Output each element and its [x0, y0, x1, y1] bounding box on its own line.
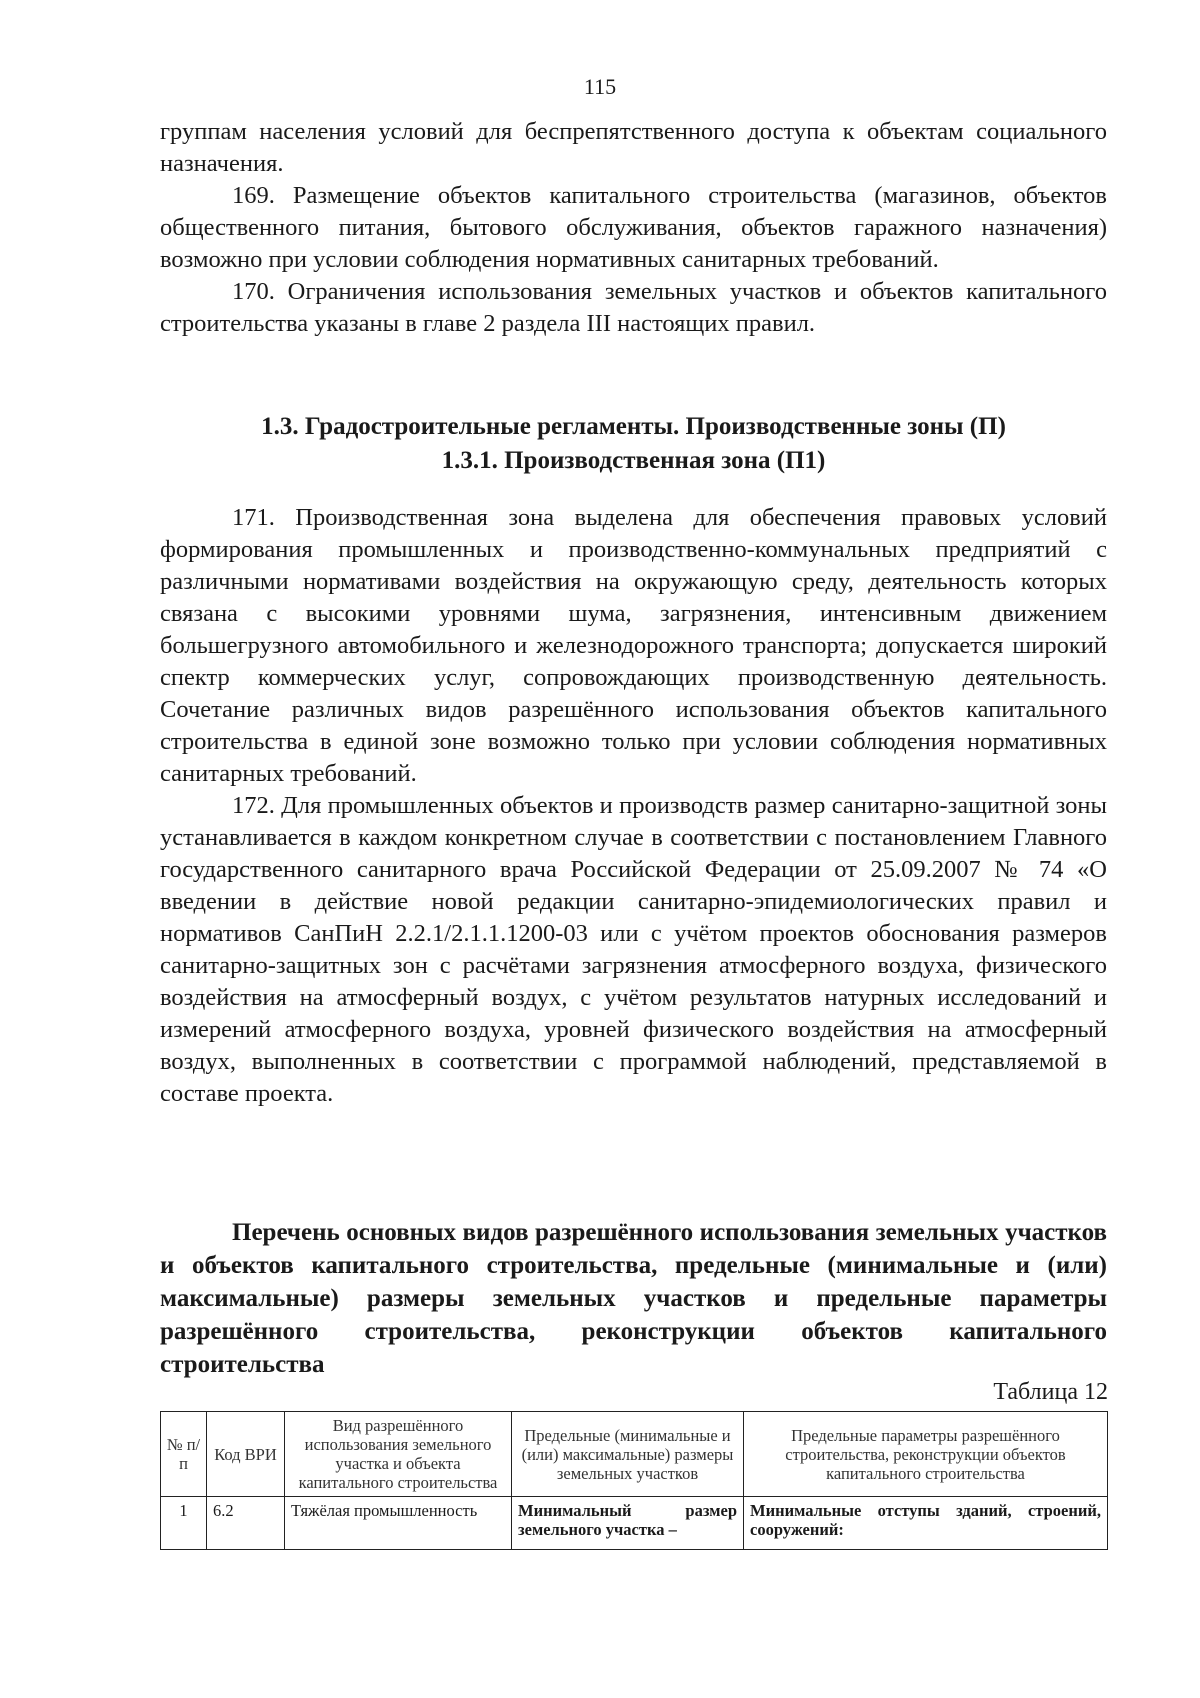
paragraph-172: 172. Для промышленных объектов и производств размер санитарно-защитной зоны устанавливается в каждом конкретном случае в соответствии с постановлением Главного государственного санитарного врача Российской Федерации от 25.09.2007 № 74 «О введении в действие новой редакции санитарно-эпидемиологических правил и нормативов СанПиН 2.2.1/2.1.1.1200-03 или с учётом проектов обоснования размеров санитарно-защитных зон с расчётами загрязнения атмосферного воздуха, физического воздействия на атмосферный воздух, с учётом результатов натурных исследований и измерений атмосферного воздуха, уровней физического воздействия на атмосферный воздух, выполненных в соответствии с программой наблюдений, представляемой в составе проекта.: [160, 792, 1107, 1107]
paragraph-170: 170. Ограничения использования земельных участков и объектов капитального строительства указаны в главе 2 раздела III настоящих правил.: [160, 278, 1107, 337]
paragraph-169: 169. Размещение объектов капитального строительства (магазинов, объектов общественного питания, бытового обслуживания, объектов гаражного назначения) возможно при условии соблюдения нормативных санитарных требований.: [160, 182, 1107, 273]
table-title: Перечень основных видов разрешённого использования земельных участков и объектов капитального строительства, предельные (минимальные и (или) максимальные) размеры земельных участков и предельные параметры разрешённого строительства, реконструкции объектов капитального строительства: [160, 1219, 1107, 1378]
paragraph-171: 171. Производственная зона выделена для обеспечения правовых условий формирования промышленных и производственно-коммунальных предприятий с различными нормативами воздействия на окружающую среду, деятельность которых связана с высокими уровнями шума, загрязнения, интенсивным движением большегрузного автомобильного и железнодорожного транспорта; допускается широкий спектр коммерческих услуг, сопровождающих производственную деятельность. Сочетание различных видов разрешённого использования объектов капитального строительства в единой зоне возможно только при условии соблюдения нормативных санитарных требований.: [160, 504, 1107, 787]
subsection-heading: 1.3.1. Производственная зона (П1): [441, 447, 826, 474]
cell-construction-params: Минимальные отступы зданий, строений, сооружений:: [744, 1497, 1108, 1550]
header-code: Код ВРИ: [207, 1412, 285, 1497]
cell-code: 6.2: [207, 1497, 285, 1550]
header-plot-size: Предельные (минимальные и (или) максимальные) размеры земельных участков: [512, 1412, 744, 1497]
paragraph-continuation: группам населения условий для беспрепятственного доступа к объектам социального назначения.: [160, 118, 1107, 177]
section-heading: 1.3. Градостроительные регламенты. Производственные зоны (П): [261, 413, 1006, 440]
cell-plot-size: Минимальный размер земельного участка –: [512, 1497, 744, 1550]
cell-use-type: Тяжёлая промышленность: [285, 1497, 512, 1550]
header-number: № п/п: [161, 1412, 207, 1497]
intro-text: [160, 116, 1107, 340]
parameters-table: [160, 1411, 1108, 1550]
page-number: 115: [583, 74, 617, 99]
cell-number: 1: [161, 1497, 207, 1550]
table-row: [161, 1497, 1108, 1550]
zone-text: [160, 502, 1107, 1110]
header-use-type: Вид разрешённого использования земельного участка и объекта капитального строительства: [285, 1412, 512, 1497]
table-caption: Таблица 12: [993, 1379, 1108, 1405]
table-header-row: [161, 1412, 1108, 1497]
header-construction-params: Предельные параметры разрешённого строительства, реконструкции объектов капитального строительства: [744, 1412, 1108, 1497]
